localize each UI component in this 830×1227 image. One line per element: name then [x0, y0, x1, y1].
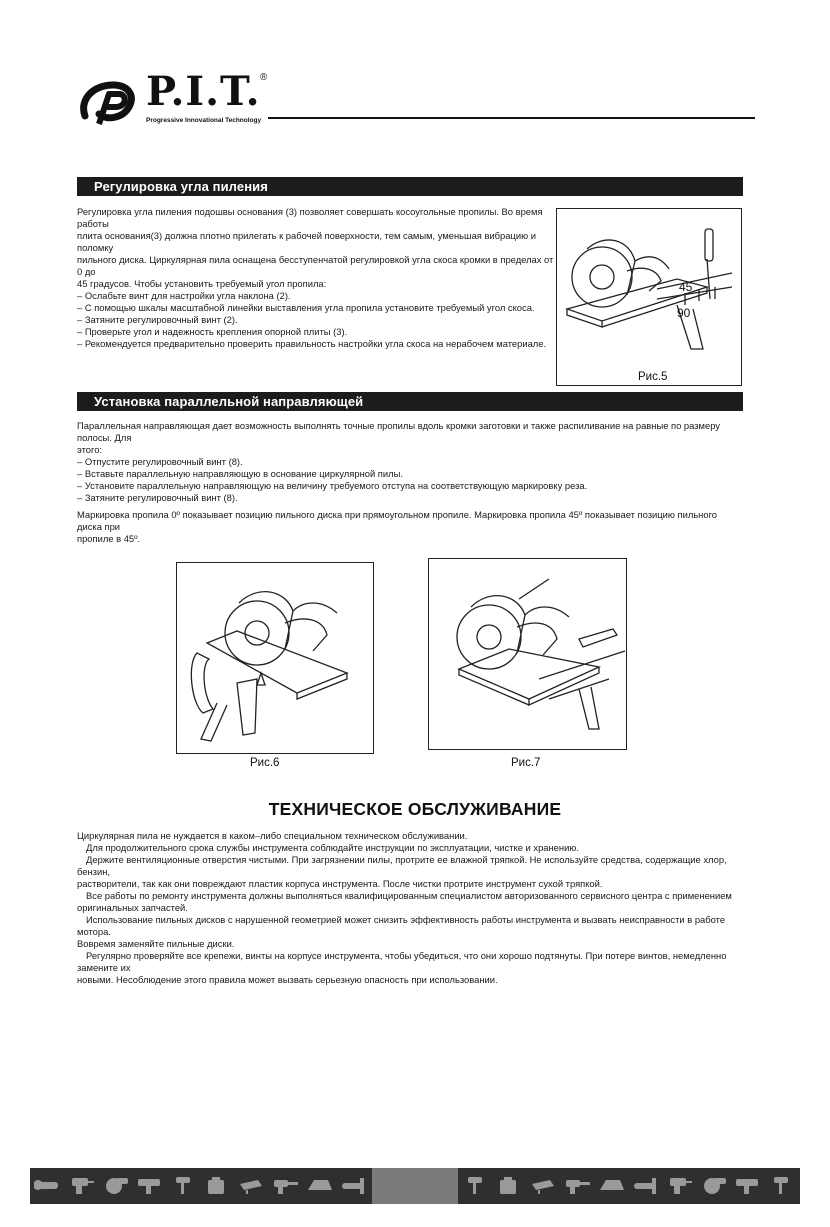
section1-text: [77, 206, 557, 350]
text-line: – Ослабьте винт для настройки угла наклона (2).: [77, 290, 291, 301]
text-line: Маркировка пропила 0º показывает позицию пильного диска при прямоугольном пропиле. Маркировка пропила 45º показывает позицию пильного диска при: [77, 509, 717, 532]
maintenance-title: ТЕХНИЧЕСКОЕ ОБСЛУЖИВАНИЕ: [268, 799, 562, 819]
saw-icon: [700, 1176, 728, 1196]
screwdriver-icon: [272, 1176, 300, 1196]
text-line: новыми. Несоблюдение этого правила может вызвать серьезную опасность при использовании.: [77, 974, 498, 985]
footer-page-block: [372, 1168, 458, 1204]
text-line: оригинальных запчастей.: [77, 902, 188, 913]
jigsaw-icon: [238, 1176, 266, 1196]
text-line: – Проверьте угол и надежность крепления опорной плиты (3).: [77, 326, 348, 337]
text-line: – Затяните регулировочный винт (8).: [77, 492, 238, 503]
text-line: Для продолжительного срока службы инструмента соблюдайте инструкции по эксплуатации, чистке и хранению.: [86, 842, 579, 853]
brand-name: P.I.T.: [146, 68, 261, 115]
text-line: – Вставьте параллельную направляющую в основание циркулярной пилы.: [77, 468, 403, 479]
header-divider: [268, 117, 755, 119]
figure-5-illustration: [556, 208, 742, 386]
section2-text: [77, 420, 743, 504]
grinder-icon: [34, 1176, 62, 1196]
figure-6-caption: Рис.6: [250, 757, 280, 769]
text-line: – Рекомендуется предварительно проверить правильность настройки угла скоса на нерабочем материале.: [77, 338, 547, 349]
mixer-icon: [462, 1176, 490, 1196]
drill-icon: [666, 1176, 694, 1196]
battery-icon: [496, 1176, 524, 1196]
text-line: 45 градусов. Чтобы установить требуемый угол пропила:: [77, 278, 327, 289]
text-line: – Отпустите регулировочный винт (8).: [77, 456, 243, 467]
battery-icon: [204, 1176, 232, 1196]
screwdriver-icon: [564, 1176, 592, 1196]
maintenance-text: [77, 830, 743, 986]
mixer-icon: [170, 1176, 198, 1196]
logo-mark: [77, 80, 137, 130]
text-line: растворители, так как они повреждают пластик корпуса инструмента. После чистки протрите инструмент сухой тряпкой.: [77, 878, 603, 889]
text-line: – Установите параллельную направляющую на величину требуемого отступа на соответствующую маркировку реза.: [77, 480, 588, 491]
text-line: – Затяните регулировочный винт (2).: [77, 314, 238, 325]
saw-icon: [102, 1176, 130, 1196]
angle-mark-45: 45: [679, 280, 693, 294]
planer-icon: [598, 1176, 626, 1196]
angle-grinder-icon: [340, 1176, 368, 1196]
jigsaw-icon: [530, 1176, 558, 1196]
mixer-icon: [768, 1176, 796, 1196]
text-line: Регулярно проверяйте все крепежи, винты на корпусе инструмента, чтобы убедиться, что они хорошо подтянуты. При потере винтов, немедленно замените их: [77, 950, 727, 973]
text-line: Все работы по ремонту инструмента должны выполняться квалифицированным специалистом авторизованного сервисного центра с применением: [86, 890, 732, 901]
figure-6-illustration: [176, 562, 374, 754]
angle-mark-90: 90: [677, 306, 691, 320]
text-line: Параллельная направляющая дает возможность выполнять точные пропилы вдоль кромки заготовки и также распиливание на равные по размеру полосы. Для: [77, 420, 720, 443]
text-line: – С помощью шкалы масштабной линейки выставления угла пропила установите требуемый угол скоса.: [77, 302, 535, 313]
text-line: Держите вентиляционные отверстия чистыми. При загрязнении пилы, протрите ее влажной тряпкой. Не используйте средства, содержащие хлор, бензин,: [77, 854, 727, 877]
text-line: Вовремя заменяйте пильные диски.: [77, 938, 235, 949]
text-line: Регулировка угла пиления подошвы основания (3) позволяет совершать косоугольные пропилы. Во время работы: [77, 206, 543, 229]
registered-mark: ®: [260, 72, 268, 83]
planer-icon: [306, 1176, 334, 1196]
text-line: пропиле в 45º.: [77, 533, 141, 544]
drill-icon: [68, 1176, 96, 1196]
figure-7-caption: Рис.7: [511, 757, 541, 769]
text-line: плита основания(3) должна плотно прилегать к рабочей поверхности, тем самым, уменьшая вибрацию и поломку: [77, 230, 536, 253]
angle-grinder-icon: [632, 1176, 660, 1196]
figure-5-caption: Рис.5: [638, 371, 668, 383]
hammer-drill-icon: [136, 1176, 164, 1196]
section-title-parallel-guide: Установка параллельной направляющей: [77, 392, 743, 411]
text-line: Циркулярная пила не нуждается в каком–либо специальном техническом обслуживании.: [77, 830, 468, 841]
section-title-cut-angle: Регулировка угла пиления: [77, 177, 743, 196]
cut-marking-note: [77, 509, 743, 545]
hammer-drill-icon: [734, 1176, 762, 1196]
brand-tagline: Progressive Innovational Technology: [146, 117, 262, 124]
text-line: Использование пильных дисков с нарушенной геометрией может снизить эффективность работы инструмента и вызвать неисправности в работе мотора.: [77, 914, 726, 937]
text-line: пильного диска. Циркулярная пила оснащена бесступенчатой регулировкой угла скоса кромки в пределах от 0 до: [77, 254, 554, 277]
figure-7-illustration: [428, 558, 627, 750]
text-line: этого:: [77, 444, 103, 455]
